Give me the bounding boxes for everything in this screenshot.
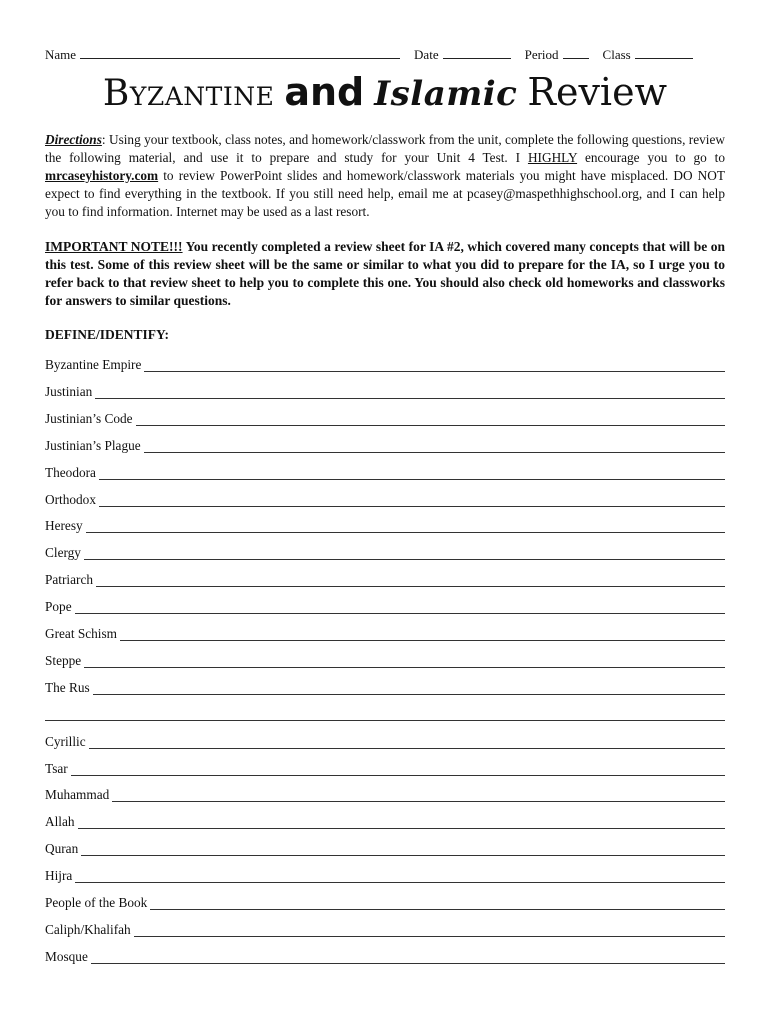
term-label: Great Schism <box>45 626 118 641</box>
term-label: Justinian’s Plague <box>45 438 141 453</box>
date-label: Date <box>414 47 439 62</box>
term-answer-line[interactable] <box>144 440 725 453</box>
page-title <box>45 66 725 120</box>
term-answer-line[interactable] <box>81 843 725 856</box>
term-row <box>45 354 725 372</box>
directions-label: Directions <box>45 132 102 147</box>
term-label: Hijra <box>45 868 73 883</box>
term-answer-line[interactable] <box>84 547 725 560</box>
term-row <box>45 784 725 802</box>
directions-text-3: to review PowerPoint slides and homework/classwork materials you might have misplaced. DO NOT expect to find everything in the textbook. If you still need help, email me at pcasey@maspethhighschool.org, and I can help you to find information. Internet may be used as a last resort. <box>45 168 725 219</box>
title-and: and <box>284 70 365 114</box>
term-row <box>45 946 725 964</box>
term-row <box>45 569 725 587</box>
term-label: Quran <box>45 841 79 856</box>
term-label: Pope <box>45 599 72 614</box>
term-label: People of the Book <box>45 895 148 910</box>
term-row <box>45 650 725 668</box>
term-answer-line[interactable] <box>134 924 725 937</box>
directions-paragraph <box>45 131 725 221</box>
term-answer-line[interactable] <box>120 628 725 641</box>
title-byzantine: Byzantine <box>102 73 275 114</box>
term-answer-line[interactable] <box>96 574 725 587</box>
term-answer-line[interactable] <box>84 655 725 668</box>
term-row <box>45 462 725 480</box>
term-row <box>45 435 725 453</box>
term-label: Mosque <box>45 949 88 964</box>
term-answer-line[interactable] <box>86 520 725 533</box>
term-row <box>45 596 725 614</box>
term-answer-line[interactable] <box>89 736 725 749</box>
term-answer-line[interactable] <box>93 682 725 695</box>
term-label: Cyrillic <box>45 734 86 749</box>
title-islamic: Islamic <box>374 74 518 114</box>
term-answer-line[interactable] <box>75 601 725 614</box>
term-row <box>45 515 725 533</box>
period-label: Period <box>524 47 559 62</box>
term-row <box>45 838 725 856</box>
term-row <box>45 542 725 560</box>
term-label: Clergy <box>45 545 81 560</box>
important-note-text: You recently completed a review sheet for IA #2, which covered many concepts that will be on this test. Some of this review sheet will be the same or similar to what you did to prepare for the IA, so I urge you to refer back to that review sheet to help you to complete this one. You should also check old homeworks and classworks for answers to similar questions. <box>45 239 725 308</box>
class-field[interactable] <box>635 47 693 59</box>
define-identify-heading: DEFINE/IDENTIFY: <box>45 327 170 342</box>
term-label: Justinian <box>45 384 93 399</box>
term-row <box>45 731 725 749</box>
term-label: Muhammad <box>45 787 110 802</box>
term-row <box>45 623 725 641</box>
header-fields <box>45 47 725 63</box>
term-label: Caliph/Khalifah <box>45 922 131 937</box>
term-answer-line[interactable] <box>75 870 725 883</box>
term-answer-line[interactable] <box>99 467 725 480</box>
term-answer-line[interactable] <box>95 386 725 399</box>
term-label: The Rus <box>45 680 90 695</box>
name-label: Name <box>45 47 77 62</box>
term-row <box>45 919 725 937</box>
highly-emphasis: HIGHLY <box>527 150 578 165</box>
term-row <box>45 677 725 695</box>
term-row <box>45 381 725 399</box>
term-label: Orthodox <box>45 492 96 507</box>
term-answer-line[interactable] <box>78 816 725 829</box>
directions-text-1: : Using your textbook, class notes, and homework/classwork from the unit, complete the following questions, review the following material, and use it to prepare and study for your Unit 4 Test. I <box>45 132 725 165</box>
term-answer-line[interactable] <box>91 951 725 964</box>
term-row <box>45 408 725 426</box>
title-review: Review <box>527 70 668 114</box>
important-note <box>45 238 725 310</box>
term-row <box>45 811 725 829</box>
term-label: Byzantine Empire <box>45 357 142 372</box>
term-label: Steppe <box>45 653 82 668</box>
term-row <box>45 865 725 883</box>
directions-text-2: encourage you to go to <box>577 150 725 165</box>
period-field[interactable] <box>563 47 589 59</box>
term-answer-line[interactable] <box>136 413 725 426</box>
term-answer-line[interactable] <box>99 494 725 507</box>
term-label: Patriarch <box>45 572 93 587</box>
blank-answer-line[interactable] <box>45 719 725 721</box>
class-label: Class <box>602 47 631 62</box>
term-label: Tsar <box>45 761 68 776</box>
important-note-label: IMPORTANT NOTE!!! <box>45 239 183 254</box>
term-label: Heresy <box>45 518 83 533</box>
term-label: Allah <box>45 814 75 829</box>
term-answer-line[interactable] <box>144 359 725 372</box>
term-label: Theodora <box>45 465 96 480</box>
term-answer-line[interactable] <box>112 789 725 802</box>
term-row <box>45 892 725 910</box>
website-link[interactable]: mrcaseyhistory.com <box>45 168 159 183</box>
name-field[interactable] <box>80 47 400 59</box>
term-label: Justinian’s Code <box>45 411 133 426</box>
date-field[interactable] <box>443 47 511 59</box>
term-answer-line[interactable] <box>150 897 725 910</box>
term-row <box>45 758 725 776</box>
term-answer-line[interactable] <box>71 763 725 776</box>
term-row <box>45 489 725 507</box>
